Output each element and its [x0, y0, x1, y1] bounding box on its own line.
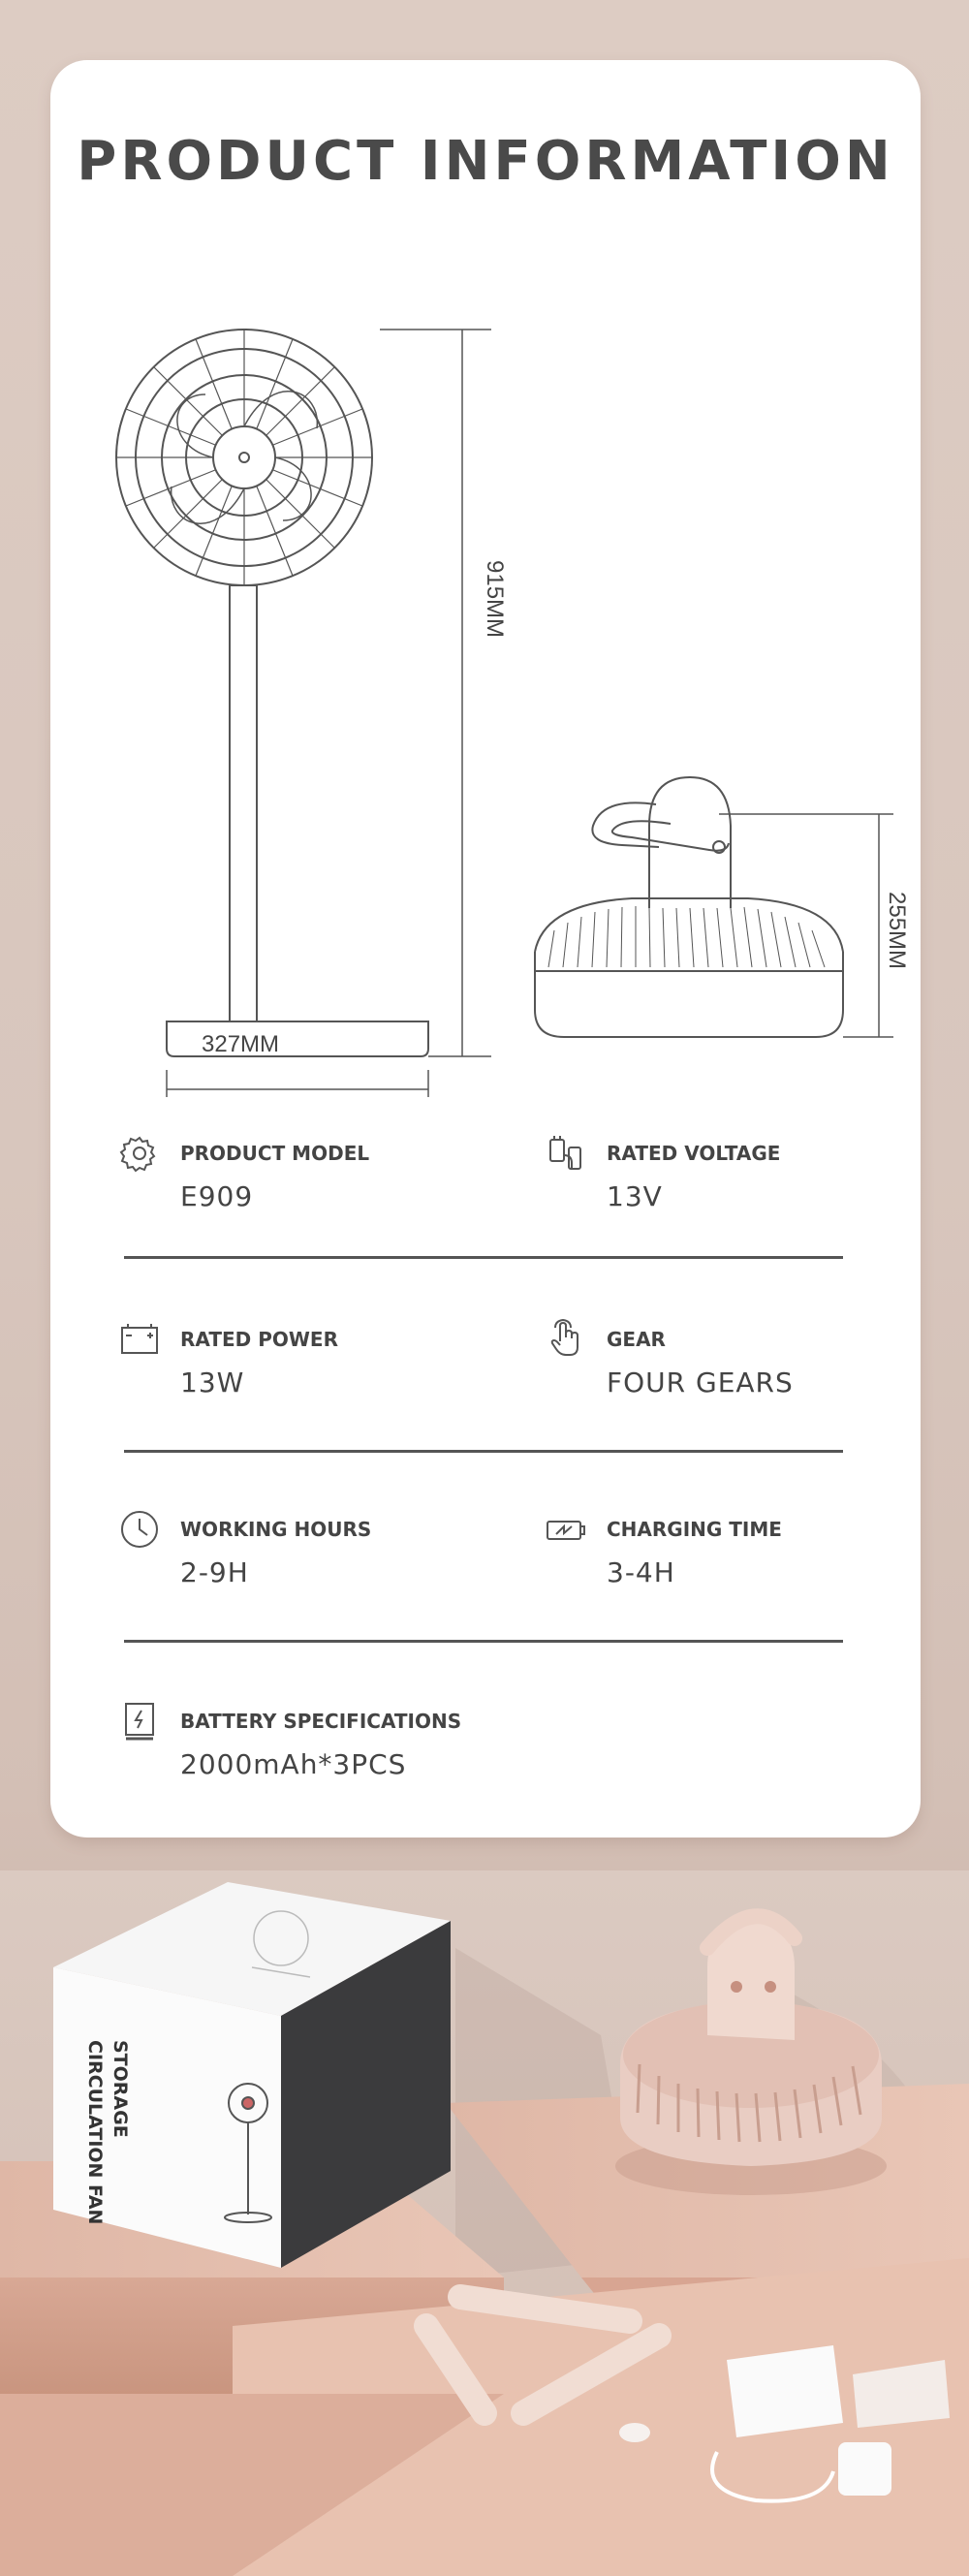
charging-icon [545, 1508, 587, 1551]
spec-label: RATED VOLTAGE [607, 1142, 781, 1165]
spec-label: CHARGING TIME [607, 1518, 782, 1541]
gear-icon [118, 1132, 161, 1175]
battery-bolt-icon [118, 1700, 161, 1743]
spec-label: WORKING HOURS [180, 1518, 372, 1541]
height-compact-label: 255MM [884, 892, 910, 970]
touch-hand-icon [545, 1318, 587, 1361]
compact-fan-drawing [486, 738, 913, 1087]
spec-label: PRODUCT MODEL [180, 1142, 370, 1165]
divider [124, 1256, 843, 1259]
spec-value: FOUR GEARS [607, 1367, 794, 1398]
product-info-card [50, 60, 921, 1838]
spec-value: 2-9H [180, 1556, 249, 1588]
spec-label: BATTERY SPECIFICATIONS [180, 1710, 462, 1733]
spec-value: E909 [180, 1180, 254, 1212]
divider [124, 1450, 843, 1453]
box-title-line1: STORAGE [109, 2040, 131, 2138]
plug-icon [545, 1132, 587, 1175]
divider [124, 1640, 843, 1643]
spec-value: 3-4H [607, 1556, 675, 1588]
clock-icon [118, 1508, 161, 1551]
product-photo [0, 1870, 969, 2576]
standing-fan-drawing [109, 264, 516, 1136]
base-width-label: 327MM [202, 1031, 280, 1057]
spec-value: 13W [180, 1367, 245, 1398]
spec-label: GEAR [607, 1328, 666, 1351]
spec-value: 13V [607, 1180, 663, 1212]
spec-value: 2000mAh*3PCS [180, 1748, 407, 1780]
spec-label: RATED POWER [180, 1328, 338, 1351]
box-title-line2: CIRCULATION FAN [84, 2040, 106, 2225]
page-title: PRODUCT INFORMATION [77, 130, 894, 193]
height-standing-label: 915MM [482, 560, 508, 639]
battery-box-icon [118, 1318, 161, 1361]
